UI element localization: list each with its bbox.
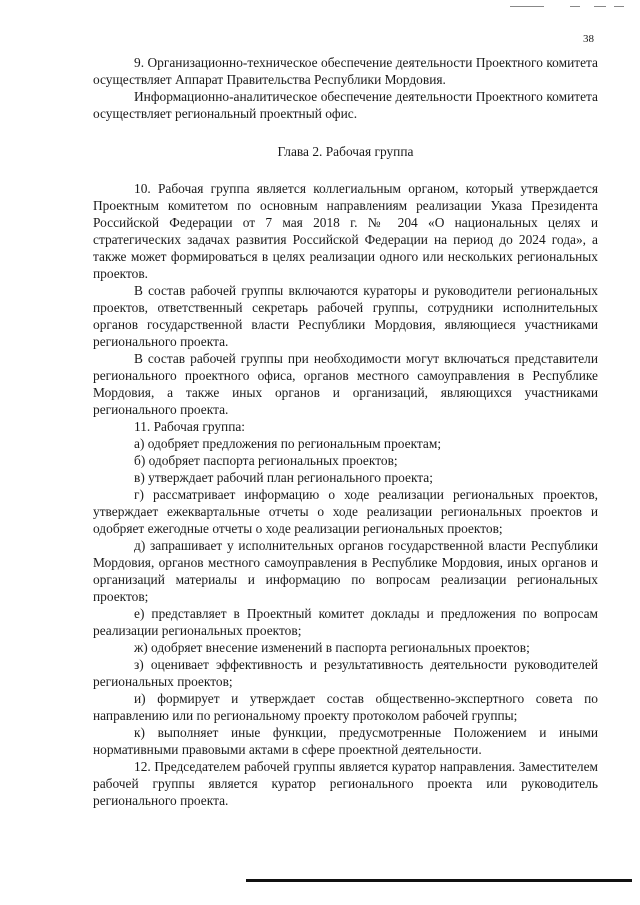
scan-top-marks bbox=[510, 6, 625, 9]
list-item-g: г) рассматривает информацию о ходе реализации региональных проектов, утверждает ежеквартальные отчеты о ходе реализации региональных проектов и одобряет ежегодные отчеты о ходе реализации региональных проектов; bbox=[93, 487, 598, 536]
chapter-title: Глава 2. Рабочая группа bbox=[277, 144, 414, 159]
document-body bbox=[93, 54, 598, 809]
list-item-z: з) оценивает эффективность и результативность деятельности руководителей региональных проектов; bbox=[93, 657, 598, 689]
paragraph-11-heading: 11. Рабочая группа: bbox=[134, 419, 246, 434]
list-item-zh: ж) одобряет внесение изменений в паспорта региональных проектов; bbox=[134, 640, 530, 655]
list-item-d: д) запрашивает у исполнительных органов государственной власти Республики Мордовия, органов местного самоуправления в Республике Мордовия, иных органов и организаций материалы и информацию по вопросам реализации региональных проектов; bbox=[93, 538, 598, 604]
page-number: 38 bbox=[583, 33, 594, 45]
paragraph-12: 12. Председателем рабочей группы является куратор направления. Заместителем рабочей группы является куратор регионального проекта или руководитель регионального проекта. bbox=[93, 759, 598, 808]
list-item-e: е) представляет в Проектный комитет доклады и предложения по вопросам реализации региональных проектов; bbox=[93, 606, 598, 638]
list-item-k: к) выполняет иные функции, предусмотренные Положением и иными нормативными правовыми актами в сфере проектной деятельности. bbox=[93, 725, 598, 757]
list-item-i: и) формирует и утверждает состав общественно-экспертного совета по направлению или по региональному проекту протоколом рабочей группы; bbox=[93, 691, 598, 723]
list-item-a: а) одобряет предложения по региональным проектам; bbox=[134, 436, 442, 451]
list-item-v: в) утверждает рабочий план регионального проекта; bbox=[134, 470, 433, 485]
paragraph-composition-optional: В состав рабочей группы при необходимости могут включаться представители регионального проектного офиса, органов местного самоуправления в Республике Мордовия, а также иных органов и организаций, являющихся участниками регионального проекта. bbox=[93, 351, 598, 417]
paragraph-composition: В состав рабочей группы включаются кураторы и руководители региональных проектов, ответственный секретарь рабочей группы, сотрудники исполнительных органов государственной власти Республики Мордовия, являющиеся участниками регионального проекта. bbox=[93, 283, 598, 349]
paragraph-10: 10. Рабочая группа является коллегиальным органом, который утверждается Проектным комитетом по основным направлениям реализации Указа Президента Российской Федерации от 7 мая 2018 г. № 204 «О национальных целях и стратегических задачах развития Российской Федерации на период до 2024 года», а также может формироваться в целях реализации одного или нескольких региональных проектов. bbox=[93, 181, 598, 281]
list-item-b: б) одобряет паспорта региональных проектов; bbox=[134, 453, 398, 468]
paragraph-9-info: Информационно-аналитическое обеспечение деятельности Проектного комитета осуществляет региональный проектный офис. bbox=[93, 89, 598, 121]
paragraph-9: 9. Организационно-техническое обеспечение деятельности Проектного комитета осуществляет Аппарат Правительства Республики Мордовия. bbox=[93, 55, 598, 87]
bottom-rule bbox=[246, 879, 632, 882]
